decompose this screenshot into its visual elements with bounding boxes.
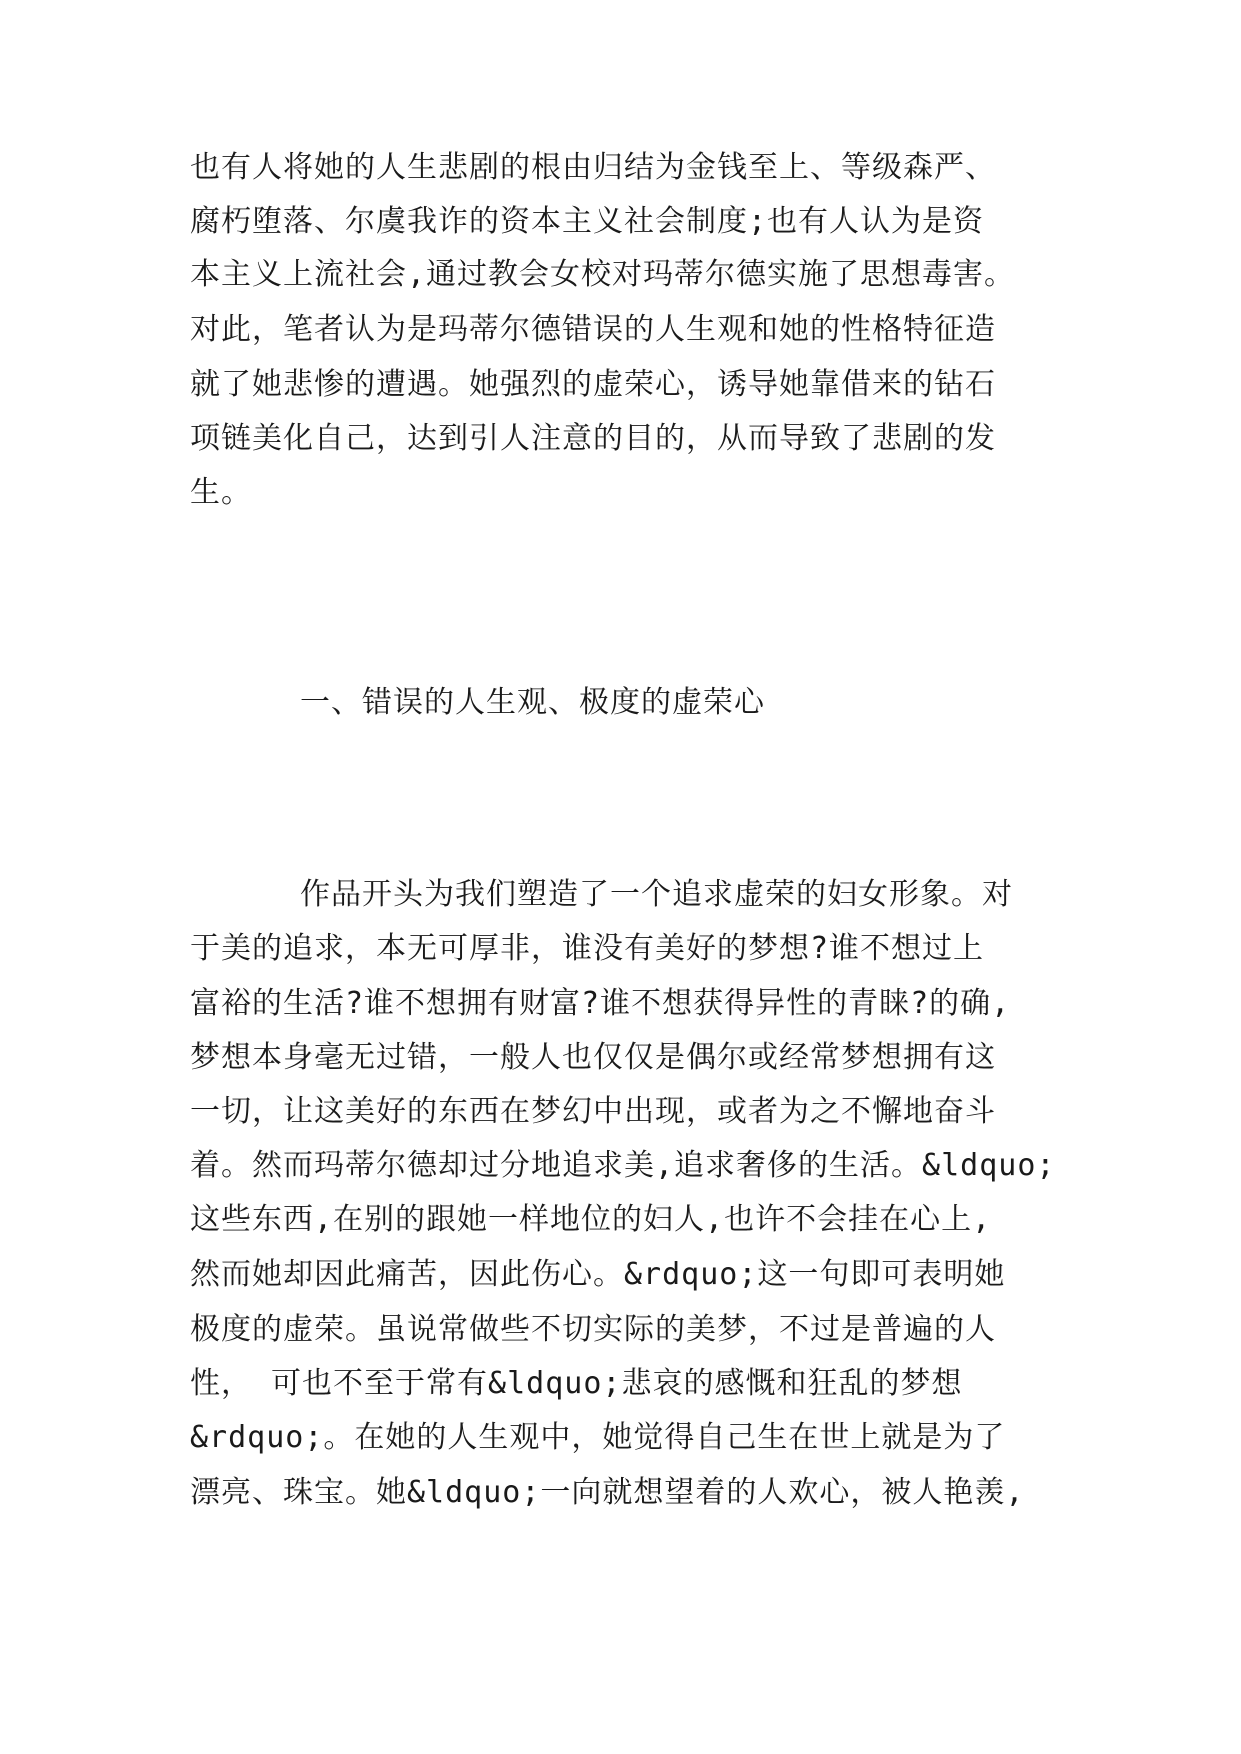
paragraph-1-line-5: 就了她悲惨的遭遇。她强烈的虚荣心，诱导她靠借来的钻石	[190, 367, 996, 402]
paragraph-1-line-4: 对此，笔者认为是玛蒂尔德错误的人生观和她的性格特征造	[190, 312, 996, 347]
paragraph-2-line-2: 于美的追求，本无可厚非，谁没有美好的梦想?谁不想过上	[190, 931, 985, 966]
paragraph-1-line-2: 腐朽堕落、尔虞我诈的资本主义社会制度;也有人认为是资	[190, 204, 985, 239]
paragraph-2-line-11: &rdquo;。在她的人生观中，她觉得自己生在世上就是为了	[190, 1420, 1006, 1455]
paragraph-1-line-1: 也有人将她的人生悲剧的根由归结为金钱至上、等级森严、	[190, 150, 996, 185]
paragraph-2-line-7: 这些东西,在别的跟她一样地位的妇人,也许不会挂在心上,	[190, 1202, 992, 1237]
paragraph-2-line-12: 漂亮、珠宝。她&ldquo;一向就想望着的人欢心，被人艳羡,	[190, 1475, 1025, 1510]
section-heading: 一、错误的人生观、极度的虚荣心	[300, 685, 765, 720]
paragraph-2-line-5: 一切，让这美好的东西在梦幻中出现，或者为之不懈地奋斗	[190, 1094, 996, 1129]
paragraph-2-line-4: 梦想本身毫无过错，一般人也仅仅是偶尔或经常梦想拥有这	[190, 1040, 996, 1075]
paragraph-2-line-1: 作品开头为我们塑造了一个追求虚荣的妇女形象。对	[300, 877, 1013, 912]
paragraph-2-line-6: 着。然而玛蒂尔德却过分地追求美,追求奢侈的生活。&ldquo;	[190, 1148, 1056, 1183]
paragraph-2-line-8: 然而她却因此痛苦，因此伤心。&rdquo;这一句即可表明她	[190, 1257, 1006, 1292]
paragraph-1-line-3: 本主义上流社会,通过教会女校对玛蒂尔德实施了思想毒害。	[190, 257, 1016, 292]
paragraph-1-line-6: 项链美化自己，达到引人注意的目的，从而导致了悲剧的发	[190, 421, 996, 456]
paragraph-1-line-7: 生。	[190, 475, 252, 510]
paragraph-2-line-10: 性， 可也不至于常有&ldquo;悲哀的感慨和狂乱的梦想	[190, 1366, 963, 1401]
paragraph-2-line-9: 极度的虚荣。虽说常做些不切实际的美梦，不过是普遍的人	[190, 1312, 996, 1347]
paragraph-2-line-3: 富裕的生活?谁不想拥有财富?谁不想获得异性的青睐?的确,	[190, 986, 1011, 1021]
